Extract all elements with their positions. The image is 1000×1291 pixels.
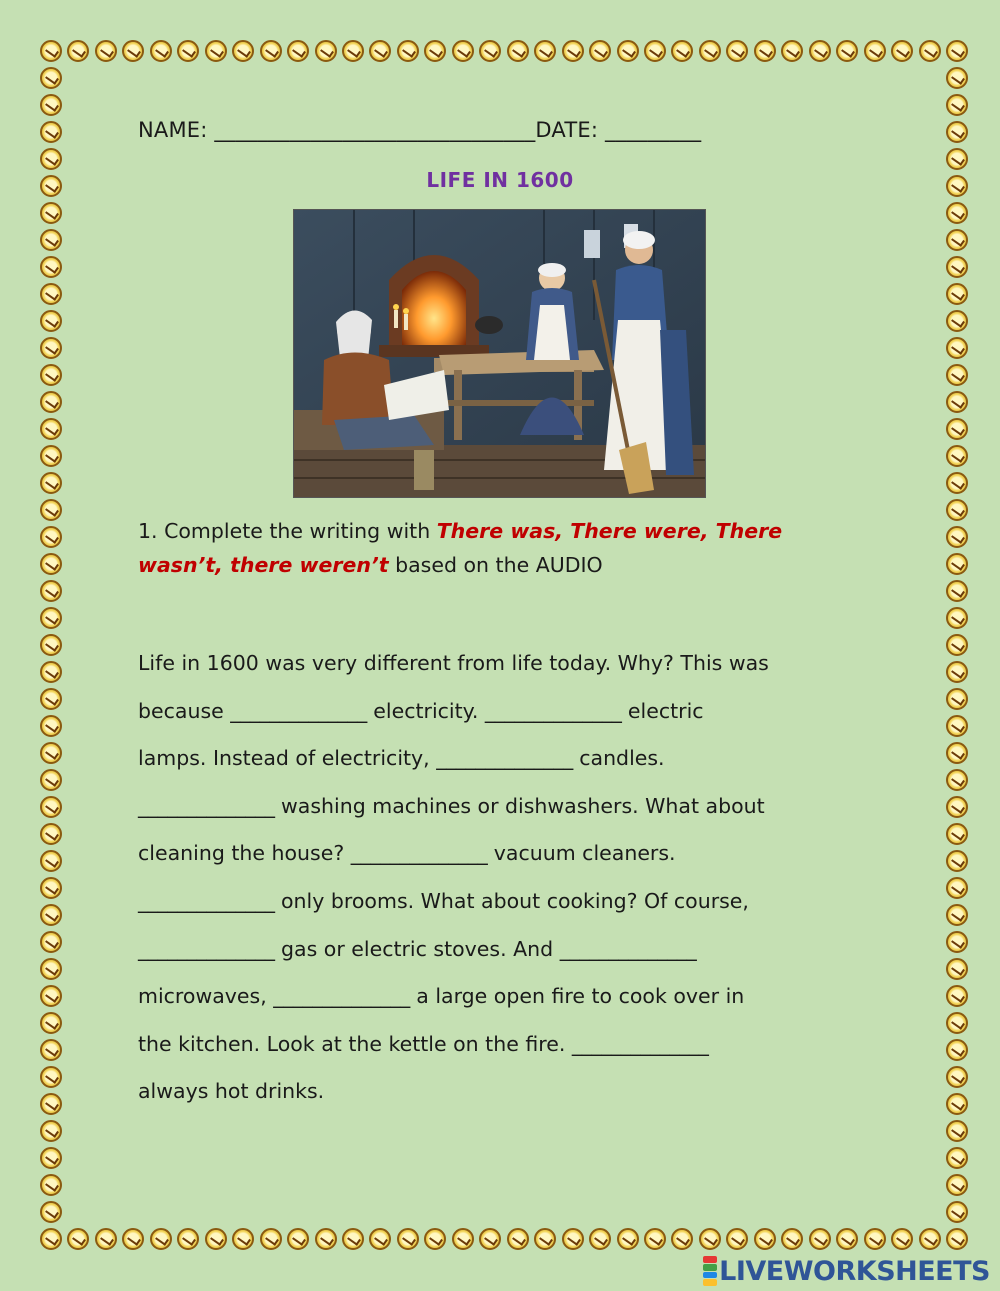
- answer-blank-8[interactable]: ______________: [559, 936, 697, 961]
- clock-icon: [946, 229, 968, 251]
- passage-text: the kitchen. Look at the kettle on the fire.: [138, 1031, 572, 1056]
- answer-blank-5[interactable]: ______________: [350, 841, 488, 866]
- passage-text: electricity.: [366, 698, 485, 723]
- clock-icon: [946, 1012, 968, 1034]
- instruction-suffix: based on the AUDIO: [388, 553, 603, 577]
- clock-icon: [40, 634, 62, 656]
- logo-block: [703, 1279, 717, 1286]
- clock-icon: [946, 850, 968, 872]
- clock-icon: [232, 1228, 254, 1250]
- clock-icon: [946, 688, 968, 710]
- clock-icon: [67, 1228, 89, 1250]
- answer-blank-7[interactable]: ______________: [138, 936, 275, 961]
- clock-icon: [946, 769, 968, 791]
- clock-icon: [122, 40, 144, 62]
- clock-icon: [534, 40, 556, 62]
- clock-icon: [424, 1228, 446, 1250]
- clock-icon: [40, 1120, 62, 1142]
- clock-icon: [40, 715, 62, 737]
- clock-icon: [946, 985, 968, 1007]
- clock-icon: [40, 202, 62, 224]
- clock-icon: [40, 823, 62, 845]
- clock-icon: [40, 1066, 62, 1088]
- clock-icon: [40, 904, 62, 926]
- clock-icon: [40, 985, 62, 1007]
- clock-icon: [946, 391, 968, 413]
- clock-icon: [424, 40, 446, 62]
- clock-icon: [40, 1174, 62, 1196]
- exercise-instruction: [138, 514, 858, 582]
- passage-line: [138, 783, 868, 831]
- clock-icon: [946, 499, 968, 521]
- date-label: DATE:: [535, 118, 606, 142]
- clock-icon: [205, 40, 227, 62]
- clock-icon: [726, 40, 748, 62]
- clock-icon: [946, 1039, 968, 1061]
- clock-icon: [40, 310, 62, 332]
- clock-icon: [946, 796, 968, 818]
- clock-icon: [781, 1228, 803, 1250]
- name-date-line: [138, 118, 701, 142]
- clock-icon: [40, 94, 62, 116]
- clock-icon: [397, 1228, 419, 1250]
- clock-icon: [809, 1228, 831, 1250]
- clock-icon: [946, 931, 968, 953]
- clock-icon: [644, 40, 666, 62]
- logo-block: [703, 1272, 717, 1279]
- clock-icon: [40, 67, 62, 89]
- clock-icon: [946, 904, 968, 926]
- clock-icon: [699, 1228, 721, 1250]
- clock-icon: [40, 391, 62, 413]
- clock-icon: [40, 688, 62, 710]
- clock-icon: [40, 1147, 62, 1169]
- clock-icon: [946, 1066, 968, 1088]
- passage-text: a large open fire to cook over in: [409, 984, 745, 1009]
- clock-icon: [315, 40, 337, 62]
- passage-text: always hot drinks.: [138, 1079, 325, 1104]
- clock-icon: [40, 256, 62, 278]
- clock-icon: [177, 40, 199, 62]
- passage-line: [138, 735, 868, 783]
- clock-icon: [40, 445, 62, 467]
- clock-icon: [40, 1228, 62, 1250]
- clock-icon: [40, 121, 62, 143]
- passage-text: candles.: [572, 746, 665, 771]
- clock-icon: [40, 958, 62, 980]
- name-label: NAME:: [138, 118, 215, 142]
- clock-icon: [946, 202, 968, 224]
- clock-icon: [946, 715, 968, 737]
- clock-icon: [919, 40, 941, 62]
- clock-icon: [342, 40, 364, 62]
- clock-icon: [177, 1228, 199, 1250]
- clock-icon: [946, 1147, 968, 1169]
- clock-icon: [40, 661, 62, 683]
- clock-icon: [946, 256, 968, 278]
- clock-icon: [946, 634, 968, 656]
- passage-text: vacuum cleaners.: [487, 841, 676, 866]
- clock-icon: [342, 1228, 364, 1250]
- logo-block: [703, 1264, 717, 1271]
- clock-icon: [562, 1228, 584, 1250]
- date-field[interactable]: _________: [605, 118, 702, 142]
- clock-icon: [946, 1120, 968, 1142]
- brand-name: LIVEWORKSHEETS: [719, 1255, 990, 1287]
- clock-icon: [946, 148, 968, 170]
- clock-icon: [479, 1228, 501, 1250]
- clock-icon: [864, 1228, 886, 1250]
- clock-icon: [40, 1012, 62, 1034]
- clock-icon: [946, 1201, 968, 1223]
- clock-icon: [67, 40, 89, 62]
- clock-icon: [40, 796, 62, 818]
- instruction-options-part2: wasn’t, there weren’t: [138, 553, 389, 577]
- passage-text: lamps. Instead of electricity,: [138, 746, 437, 771]
- clock-icon: [507, 1228, 529, 1250]
- clock-icon: [40, 40, 62, 62]
- clock-icon: [452, 1228, 474, 1250]
- instruction-prefix: 1. Complete the writing with: [138, 519, 437, 543]
- passage-text: cleaning the house?: [138, 841, 351, 866]
- passage-line: [138, 926, 868, 974]
- clock-icon: [232, 40, 254, 62]
- clock-icon: [479, 40, 501, 62]
- instruction-options-part1: There was, There were, There: [436, 519, 783, 543]
- clock-icon: [946, 580, 968, 602]
- clock-icon: [754, 1228, 776, 1250]
- clock-icon: [40, 1093, 62, 1115]
- clock-icon: [315, 1228, 337, 1250]
- passage-line: [138, 688, 868, 736]
- clock-icon: [40, 742, 62, 764]
- clock-icon: [946, 40, 968, 62]
- clock-icon: [946, 1093, 968, 1115]
- clock-icon: [287, 1228, 309, 1250]
- clock-icon: [836, 40, 858, 62]
- clock-icon: [864, 40, 886, 62]
- passage-line: [138, 640, 868, 688]
- clock-icon: [644, 1228, 666, 1250]
- clock-icon: [40, 337, 62, 359]
- clock-icon: [946, 310, 968, 332]
- clock-icon: [150, 40, 172, 62]
- passage-line: [138, 878, 868, 926]
- clock-icon: [150, 1228, 172, 1250]
- clock-icon: [40, 1039, 62, 1061]
- answer-blank-10[interactable]: ______________: [571, 1031, 709, 1056]
- clock-icon: [40, 283, 62, 305]
- clock-icon: [699, 40, 721, 62]
- clock-icon: [369, 40, 391, 62]
- passage-line: [138, 1068, 868, 1116]
- clock-icon: [40, 148, 62, 170]
- clock-icon: [40, 364, 62, 386]
- clock-icon: [205, 1228, 227, 1250]
- passage-text: electric: [621, 698, 704, 723]
- clock-icon: [836, 1228, 858, 1250]
- clock-icon: [40, 769, 62, 791]
- clock-icon: [562, 40, 584, 62]
- clock-icon: [754, 40, 776, 62]
- clock-icon: [40, 229, 62, 251]
- clock-icon: [946, 958, 968, 980]
- name-field[interactable]: ______________________________: [214, 118, 536, 142]
- clock-icon: [40, 931, 62, 953]
- page-title: LIFE IN 1600: [426, 168, 574, 192]
- passage-text: only brooms. What about cooking? Of course,: [274, 888, 749, 913]
- clock-icon: [946, 607, 968, 629]
- clock-icon: [122, 1228, 144, 1250]
- clock-icon: [946, 121, 968, 143]
- clock-icon: [507, 40, 529, 62]
- clock-icon: [397, 40, 419, 62]
- clock-icon: [946, 283, 968, 305]
- clock-icon: [809, 40, 831, 62]
- liveworksheets-footer: [703, 1254, 990, 1288]
- clock-icon: [40, 580, 62, 602]
- gap-fill-passage: [138, 640, 868, 1116]
- clock-icon: [919, 1228, 941, 1250]
- clock-icon: [40, 1201, 62, 1223]
- clock-icon: [946, 553, 968, 575]
- clock-icon: [946, 1228, 968, 1250]
- clock-icon: [946, 472, 968, 494]
- passage-line: [138, 830, 868, 878]
- clock-icon: [946, 742, 968, 764]
- clock-icon: [589, 1228, 611, 1250]
- clock-icon: [534, 1228, 556, 1250]
- passage-text: washing machines or dishwashers. What about: [274, 793, 765, 818]
- answer-blank-6[interactable]: ______________: [138, 888, 275, 913]
- clock-icon: [369, 1228, 391, 1250]
- answer-blank-4[interactable]: ______________: [138, 793, 275, 818]
- clock-icon: [617, 1228, 639, 1250]
- passage-text: microwaves,: [138, 984, 274, 1009]
- clock-icon: [891, 40, 913, 62]
- clock-icon: [260, 1228, 282, 1250]
- clock-icon: [726, 1228, 748, 1250]
- clock-icon: [40, 472, 62, 494]
- clock-icon: [946, 337, 968, 359]
- passage-text: Life in 1600 was very different from life today. Why? This was: [138, 651, 769, 675]
- clock-icon: [946, 364, 968, 386]
- clock-icon: [671, 1228, 693, 1250]
- clock-icon: [40, 850, 62, 872]
- colonial-kitchen-illustration: [293, 209, 706, 498]
- clock-icon: [946, 1174, 968, 1196]
- clock-icon: [617, 40, 639, 62]
- clock-icon: [946, 661, 968, 683]
- clock-icon: [946, 418, 968, 440]
- clock-icon: [40, 526, 62, 548]
- clock-icon: [946, 526, 968, 548]
- passage-line: [138, 973, 868, 1021]
- answer-blank-2[interactable]: ______________: [484, 698, 622, 723]
- clock-icon: [671, 40, 693, 62]
- clock-icon: [946, 823, 968, 845]
- clock-icon: [40, 877, 62, 899]
- clock-icon: [40, 418, 62, 440]
- clock-icon: [589, 40, 611, 62]
- liveworksheets-logo-icon: [703, 1256, 717, 1286]
- clock-icon: [946, 445, 968, 467]
- clock-icon: [946, 67, 968, 89]
- clock-icon: [287, 40, 309, 62]
- clock-icon: [891, 1228, 913, 1250]
- answer-blank-3[interactable]: ______________: [436, 746, 573, 771]
- passage-line: [138, 1021, 868, 1069]
- clock-icon: [95, 1228, 117, 1250]
- clock-icon: [946, 877, 968, 899]
- passage-text: gas or electric stoves. And: [274, 936, 560, 961]
- clock-icon: [452, 40, 474, 62]
- clock-icon: [40, 553, 62, 575]
- clock-icon: [781, 40, 803, 62]
- clock-icon: [260, 40, 282, 62]
- clock-icon: [40, 499, 62, 521]
- logo-block: [703, 1256, 717, 1263]
- answer-blank-1[interactable]: ______________: [230, 698, 367, 723]
- clock-icon: [40, 607, 62, 629]
- clock-icon: [946, 94, 968, 116]
- clock-icon: [95, 40, 117, 62]
- answer-blank-9[interactable]: ______________: [273, 984, 410, 1009]
- passage-text: because: [138, 698, 231, 723]
